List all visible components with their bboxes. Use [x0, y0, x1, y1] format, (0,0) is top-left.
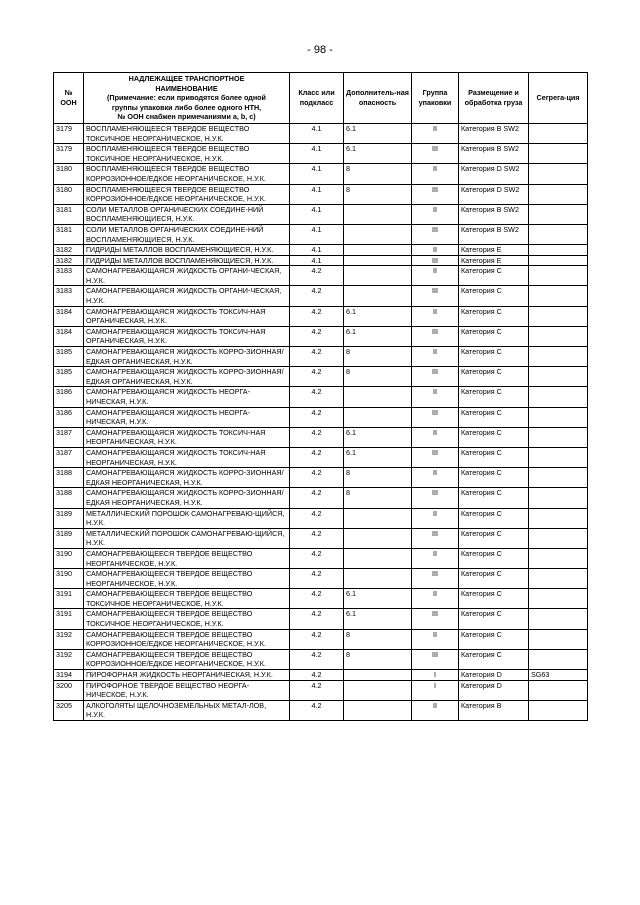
- header-name-line-2: НАИМЕНОВАНИЕ: [155, 83, 218, 93]
- cell-shipping-name: ГИДРИДЫ МЕТАЛЛОВ ВОСПЛАМЕНЯЮЩИЕСЯ, Н.У.К.: [84, 255, 290, 266]
- cell-packing-group: II: [412, 266, 459, 286]
- cell-un-number: 3184: [54, 326, 84, 346]
- cell-shipping-name: ПИРОФОРНАЯ ЖИДКОСТЬ НЕОРГАНИЧЕСКАЯ, Н.У.К.: [84, 670, 290, 681]
- cell-segregation: [529, 427, 588, 447]
- cell-shipping-name: САМОНАГРЕВАЮЩАЯСЯ ЖИДКОСТЬ КОРРО-ЗИОННАЯ/ЕДКАЯ НЕОРГАНИЧЕСКАЯ, Н.У.К.: [84, 468, 290, 488]
- cell-shipping-name: САМОНАГРЕВАЮЩАЯСЯ ЖИДКОСТЬ ТОКСИЧ-НАЯ ОРГАНИЧЕСКАЯ, Н.У.К.: [84, 326, 290, 346]
- cell-un-number: 3180: [54, 184, 84, 204]
- cell-segregation: [529, 347, 588, 367]
- cell-packing-group: II: [412, 508, 459, 528]
- header-name-line-4: группы упаковки либо более одного НТН,: [111, 102, 262, 112]
- cell-stowage: Категория C: [459, 508, 529, 528]
- cell-class: 4.2: [290, 589, 344, 609]
- header-class: Класс или подкласс: [290, 73, 344, 124]
- cell-shipping-name: САМОНАГРЕВАЮЩАЯСЯ ЖИДКОСТЬ ТОКСИЧ-НАЯ НЕОРГАНИЧЕСКАЯ, Н.У.К.: [84, 427, 290, 447]
- cell-class: 4.2: [290, 488, 344, 508]
- cell-segregation: [529, 680, 588, 700]
- cell-packing-group: II: [412, 306, 459, 326]
- cell-subsidiary-risk: 6.1: [344, 609, 412, 629]
- table-row: [54, 569, 588, 589]
- cell-stowage: Категория C: [459, 326, 529, 346]
- header-stowage: Размещение и обработка груза: [459, 73, 529, 124]
- cell-subsidiary-risk: [344, 508, 412, 528]
- table-row: [54, 508, 588, 528]
- cell-packing-group: II: [412, 427, 459, 447]
- cell-un-number: 3182: [54, 255, 84, 266]
- cell-shipping-name: ПИРОФОРНОЕ ТВЕРДОЕ ВЕЩЕСТВО НЕОРГА-НИЧЕСКОЕ, Н.У.К.: [84, 680, 290, 700]
- table-row: [54, 548, 588, 568]
- cell-class: 4.2: [290, 649, 344, 669]
- table-row: [54, 387, 588, 407]
- cell-un-number: 3187: [54, 447, 84, 467]
- cell-subsidiary-risk: 8: [344, 468, 412, 488]
- cell-un-number: 3183: [54, 286, 84, 306]
- table-row: [54, 144, 588, 164]
- cell-class: 4.2: [290, 609, 344, 629]
- cell-subsidiary-risk: [344, 387, 412, 407]
- cell-stowage: Категория C: [459, 569, 529, 589]
- cell-stowage: Категория C: [459, 387, 529, 407]
- cell-un-number: 3191: [54, 609, 84, 629]
- cell-subsidiary-risk: [344, 224, 412, 244]
- cell-subsidiary-risk: 6.1: [344, 123, 412, 143]
- cell-segregation: [529, 609, 588, 629]
- cell-stowage: Категория C: [459, 649, 529, 669]
- cell-un-number: 3179: [54, 144, 84, 164]
- cell-segregation: [529, 508, 588, 528]
- cell-class: 4.2: [290, 508, 344, 528]
- table-row: [54, 488, 588, 508]
- cell-class: 4.1: [290, 144, 344, 164]
- header-un-number: № ООН: [54, 73, 84, 124]
- cell-segregation: [529, 326, 588, 346]
- table-row: [54, 407, 588, 427]
- cell-packing-group: III: [412, 569, 459, 589]
- cell-class: 4.2: [290, 266, 344, 286]
- cell-un-number: 3183: [54, 266, 84, 286]
- table-row: [54, 589, 588, 609]
- cell-packing-group: II: [412, 245, 459, 256]
- cell-class: 4.2: [290, 569, 344, 589]
- cell-un-number: 3181: [54, 204, 84, 224]
- header-name-line-3: (Примечание: если приводятся более одной: [107, 93, 266, 103]
- cell-un-number: 3190: [54, 569, 84, 589]
- table-row: [54, 367, 588, 387]
- cell-shipping-name: САМОНАГРЕВАЮЩЕЕСЯ ТВЕРДОЕ ВЕЩЕСТВО ТОКСИЧНОЕ НЕОРГАНИЧЕСКОЕ, Н.У.К.: [84, 589, 290, 609]
- cell-stowage: Категория C: [459, 306, 529, 326]
- cell-stowage: Категория B SW2: [459, 123, 529, 143]
- cell-stowage: Категория C: [459, 629, 529, 649]
- cell-subsidiary-risk: 8: [344, 367, 412, 387]
- cell-un-number: 3194: [54, 670, 84, 681]
- table-row: [54, 123, 588, 143]
- cell-subsidiary-risk: [344, 204, 412, 224]
- cell-un-number: 3185: [54, 347, 84, 367]
- cell-stowage: Категория C: [459, 427, 529, 447]
- cell-shipping-name: МЕТАЛЛИЧЕСКИЙ ПОРОШОК САМОНАГРЕВАЮ-ЩИЙСЯ, Н.У.К.: [84, 508, 290, 528]
- cell-packing-group: II: [412, 629, 459, 649]
- cell-shipping-name: САМОНАГРЕВАЮЩЕЕСЯ ТВЕРДОЕ ВЕЩЕСТВО НЕОРГАНИЧЕСКОЕ, Н.У.К.: [84, 548, 290, 568]
- cell-subsidiary-risk: [344, 548, 412, 568]
- cell-un-number: 3186: [54, 387, 84, 407]
- cell-packing-group: II: [412, 123, 459, 143]
- cell-subsidiary-risk: 6.1: [344, 144, 412, 164]
- cell-un-number: 3192: [54, 629, 84, 649]
- cell-un-number: 3179: [54, 123, 84, 143]
- cell-segregation: [529, 204, 588, 224]
- cell-subsidiary-risk: [344, 407, 412, 427]
- cell-subsidiary-risk: 8: [344, 164, 412, 184]
- cell-class: 4.2: [290, 629, 344, 649]
- cell-subsidiary-risk: 8: [344, 629, 412, 649]
- cell-un-number: 3200: [54, 680, 84, 700]
- cell-stowage: Категория D SW2: [459, 184, 529, 204]
- cell-un-number: 3181: [54, 224, 84, 244]
- cell-segregation: [529, 447, 588, 467]
- cell-packing-group: III: [412, 528, 459, 548]
- cell-subsidiary-risk: [344, 528, 412, 548]
- cell-segregation: [529, 245, 588, 256]
- cell-segregation: [529, 184, 588, 204]
- cell-stowage: Категория C: [459, 609, 529, 629]
- cell-segregation: [529, 123, 588, 143]
- cell-class: 4.2: [290, 427, 344, 447]
- cell-subsidiary-risk: 6.1: [344, 447, 412, 467]
- cell-packing-group: I: [412, 680, 459, 700]
- cell-class: 4.2: [290, 548, 344, 568]
- cell-stowage: Категория C: [459, 528, 529, 548]
- cell-shipping-name: ВОСПЛАМЕНЯЮЩЕЕСЯ ТВЕРДОЕ ВЕЩЕСТВО ТОКСИЧНОЕ НЕОРГАНИЧЕСКОЕ, Н.У.К.: [84, 144, 290, 164]
- cell-subsidiary-risk: 6.1: [344, 306, 412, 326]
- cell-packing-group: III: [412, 447, 459, 467]
- cell-stowage: Категория D: [459, 680, 529, 700]
- cell-shipping-name: САМОНАГРЕВАЮЩАЯСЯ ЖИДКОСТЬ КОРРО-ЗИОННАЯ/ЕДКАЯ ОРГАНИЧЕСКАЯ, Н.У.К.: [84, 367, 290, 387]
- table-row: [54, 427, 588, 447]
- cell-stowage: Категория B SW2: [459, 224, 529, 244]
- cell-class: 4.1: [290, 123, 344, 143]
- cell-shipping-name: САМОНАГРЕВАЮЩАЯСЯ ЖИДКОСТЬ КОРРО-ЗИОННАЯ/ЕДКАЯ НЕОРГАНИЧЕСКАЯ, Н.У.К.: [84, 488, 290, 508]
- cell-class: 4.2: [290, 367, 344, 387]
- header-name-line-5: № ООН снабжен примечаниями a, b, c): [117, 112, 256, 122]
- table-row: [54, 245, 588, 256]
- cell-shipping-name: САМОНАГРЕВАЮЩАЯСЯ ЖИДКОСТЬ НЕОРГА-НИЧЕСКАЯ, Н.У.К.: [84, 387, 290, 407]
- table-header-row: [54, 73, 588, 124]
- cell-segregation: [529, 387, 588, 407]
- cell-segregation: [529, 629, 588, 649]
- cell-shipping-name: САМОНАГРЕВАЮЩАЯСЯ ЖИДКОСТЬ ТОКСИЧ-НАЯ НЕОРГАНИЧЕСКАЯ, Н.У.К.: [84, 447, 290, 467]
- cell-un-number: 3187: [54, 427, 84, 447]
- cell-packing-group: III: [412, 286, 459, 306]
- cell-stowage: Категория C: [459, 266, 529, 286]
- cell-un-number: 3188: [54, 488, 84, 508]
- table-row: [54, 326, 588, 346]
- cell-class: 4.1: [290, 164, 344, 184]
- cell-stowage: Категория B SW2: [459, 204, 529, 224]
- cell-subsidiary-risk: 8: [344, 184, 412, 204]
- cell-shipping-name: САМОНАГРЕВАЮЩАЯСЯ ЖИДКОСТЬ КОРРО-ЗИОННАЯ/ЕДКАЯ ОРГАНИЧЕСКАЯ, Н.У.К.: [84, 347, 290, 367]
- cell-un-number: 3185: [54, 367, 84, 387]
- table-row: [54, 255, 588, 266]
- dangerous-goods-table: [53, 72, 588, 721]
- cell-class: 4.1: [290, 245, 344, 256]
- cell-class: 4.2: [290, 700, 344, 720]
- cell-packing-group: III: [412, 144, 459, 164]
- table-row: [54, 700, 588, 720]
- cell-stowage: Категория B SW2: [459, 144, 529, 164]
- cell-shipping-name: СОЛИ МЕТАЛЛОВ ОРГАНИЧЕСКИХ СОЕДИНЕ-НИЙ ВОСПЛАМЕНЯЮЩИЕСЯ, Н.У.К.: [84, 224, 290, 244]
- cell-un-number: 3189: [54, 508, 84, 528]
- cell-shipping-name: МЕТАЛЛИЧЕСКИЙ ПОРОШОК САМОНАГРЕВАЮ-ЩИЙСЯ, Н.У.К.: [84, 528, 290, 548]
- cell-stowage: Категория B: [459, 700, 529, 720]
- cell-shipping-name: САМОНАГРЕВАЮЩАЯСЯ ЖИДКОСТЬ ОРГАНИ-ЧЕСКАЯ, Н.У.К.: [84, 286, 290, 306]
- cell-segregation: [529, 266, 588, 286]
- cell-stowage: Категория C: [459, 367, 529, 387]
- cell-stowage: Категория E: [459, 255, 529, 266]
- cell-class: 4.2: [290, 468, 344, 488]
- cell-shipping-name: САМОНАГРЕВАЮЩЕЕСЯ ТВЕРДОЕ ВЕЩЕСТВО НЕОРГАНИЧЕСКОЕ, Н.У.К.: [84, 569, 290, 589]
- table-row: [54, 347, 588, 367]
- cell-class: 4.2: [290, 447, 344, 467]
- cell-un-number: 3188: [54, 468, 84, 488]
- cell-segregation: [529, 569, 588, 589]
- cell-shipping-name: САМОНАГРЕВАЮЩЕЕСЯ ТВЕРДОЕ ВЕЩЕСТВО КОРРОЗИОННОЕ/ЕДКОЕ НЕОРГАНИЧЕСКОЕ, Н.У.К.: [84, 649, 290, 669]
- cell-packing-group: II: [412, 548, 459, 568]
- cell-stowage: Категория C: [459, 589, 529, 609]
- cell-un-number: 3180: [54, 164, 84, 184]
- table-row: [54, 609, 588, 629]
- cell-segregation: [529, 488, 588, 508]
- cell-shipping-name: САМОНАГРЕВАЮЩАЯСЯ ЖИДКОСТЬ ОРГАНИ-ЧЕСКАЯ, Н.У.К.: [84, 266, 290, 286]
- cell-packing-group: II: [412, 468, 459, 488]
- cell-packing-group: III: [412, 609, 459, 629]
- cell-packing-group: III: [412, 407, 459, 427]
- cell-packing-group: II: [412, 589, 459, 609]
- cell-stowage: Категория C: [459, 347, 529, 367]
- cell-stowage: Категория C: [459, 468, 529, 488]
- cell-stowage: Категория C: [459, 286, 529, 306]
- cell-subsidiary-risk: [344, 266, 412, 286]
- table-body: [54, 123, 588, 720]
- cell-shipping-name: САМОНАГРЕВАЮЩЕЕСЯ ТВЕРДОЕ ВЕЩЕСТВО КОРРОЗИОННОЕ/ЕДКОЕ НЕОРГАНИЧЕСКОЕ, Н.У.К.: [84, 629, 290, 649]
- page-number: - 98 -: [307, 44, 333, 56]
- cell-subsidiary-risk: 6.1: [344, 326, 412, 346]
- header-segregation: Сегрега-ция: [529, 73, 588, 124]
- cell-stowage: Категория C: [459, 488, 529, 508]
- table-row: [54, 184, 588, 204]
- cell-segregation: [529, 144, 588, 164]
- table-row: [54, 306, 588, 326]
- table-row: [54, 680, 588, 700]
- table-row: [54, 649, 588, 669]
- cell-subsidiary-risk: 8: [344, 347, 412, 367]
- cell-packing-group: III: [412, 649, 459, 669]
- cell-un-number: 3190: [54, 548, 84, 568]
- cell-subsidiary-risk: [344, 255, 412, 266]
- cell-subsidiary-risk: 6.1: [344, 427, 412, 447]
- cell-packing-group: III: [412, 255, 459, 266]
- cell-packing-group: III: [412, 326, 459, 346]
- cell-segregation: [529, 367, 588, 387]
- cell-segregation: SG63: [529, 670, 588, 681]
- cell-segregation: [529, 528, 588, 548]
- cell-subsidiary-risk: 8: [344, 488, 412, 508]
- table-row: [54, 164, 588, 184]
- cell-un-number: 3182: [54, 245, 84, 256]
- cell-segregation: [529, 164, 588, 184]
- cell-class: 4.2: [290, 306, 344, 326]
- cell-class: 4.2: [290, 680, 344, 700]
- cell-packing-group: II: [412, 204, 459, 224]
- cell-un-number: 3205: [54, 700, 84, 720]
- header-packing-group: Группа упаковки: [412, 73, 459, 124]
- table-row: [54, 204, 588, 224]
- cell-subsidiary-risk: [344, 245, 412, 256]
- cell-segregation: [529, 306, 588, 326]
- cell-shipping-name: САМОНАГРЕВАЮЩЕЕСЯ ТВЕРДОЕ ВЕЩЕСТВО ТОКСИЧНОЕ НЕОРГАНИЧЕСКОЕ, Н.У.К.: [84, 609, 290, 629]
- cell-class: 4.2: [290, 286, 344, 306]
- cell-shipping-name: АЛКОГОЛЯТЫ ЩЕЛОЧНОЗЕМЕЛЬНЫХ МЕТАЛ-ЛОВ, Н.У.К.: [84, 700, 290, 720]
- cell-shipping-name: САМОНАГРЕВАЮЩАЯСЯ ЖИДКОСТЬ ТОКСИЧ-НАЯ ОРГАНИЧЕСКАЯ, Н.У.К.: [84, 306, 290, 326]
- cell-packing-group: III: [412, 488, 459, 508]
- cell-un-number: 3191: [54, 589, 84, 609]
- cell-un-number: 3184: [54, 306, 84, 326]
- cell-subsidiary-risk: 6.1: [344, 589, 412, 609]
- cell-stowage: Категория C: [459, 447, 529, 467]
- cell-un-number: 3192: [54, 649, 84, 669]
- cell-shipping-name: САМОНАГРЕВАЮЩАЯСЯ ЖИДКОСТЬ НЕОРГА-НИЧЕСКАЯ, Н.У.К.: [84, 407, 290, 427]
- cell-un-number: 3186: [54, 407, 84, 427]
- cell-stowage: Категория C: [459, 407, 529, 427]
- cell-shipping-name: ГИДРИДЫ МЕТАЛЛОВ ВОСПЛАМЕНЯЮЩИЕСЯ, Н.У.К.: [84, 245, 290, 256]
- cell-shipping-name: ВОСПЛАМЕНЯЮЩЕЕСЯ ТВЕРДОЕ ВЕЩЕСТВО КОРРОЗИОННОЕ/ЕДКОЕ НЕОРГАНИЧЕСКОЕ, Н.У.К.: [84, 164, 290, 184]
- cell-class: 4.2: [290, 670, 344, 681]
- cell-subsidiary-risk: [344, 670, 412, 681]
- cell-class: 4.1: [290, 224, 344, 244]
- cell-segregation: [529, 468, 588, 488]
- table-row: [54, 266, 588, 286]
- cell-shipping-name: ВОСПЛАМЕНЯЮЩЕЕСЯ ТВЕРДОЕ ВЕЩЕСТВО КОРРОЗИОННОЕ/ЕДКОЕ НЕОРГАНИЧЕСКОЕ, Н.У.К.: [84, 184, 290, 204]
- cell-stowage: Категория D SW2: [459, 164, 529, 184]
- table-row: [54, 447, 588, 467]
- cell-class: 4.2: [290, 387, 344, 407]
- cell-subsidiary-risk: [344, 700, 412, 720]
- table-row: [54, 224, 588, 244]
- cell-class: 4.2: [290, 407, 344, 427]
- header-proper-shipping-name: [84, 73, 290, 124]
- cell-subsidiary-risk: 8: [344, 649, 412, 669]
- cell-class: 4.2: [290, 326, 344, 346]
- table-row: [54, 528, 588, 548]
- table-row: [54, 629, 588, 649]
- cell-segregation: [529, 255, 588, 266]
- cell-class: 4.2: [290, 347, 344, 367]
- cell-class: 4.1: [290, 184, 344, 204]
- cell-stowage: Категория E: [459, 245, 529, 256]
- cell-subsidiary-risk: [344, 680, 412, 700]
- cell-shipping-name: СОЛИ МЕТАЛЛОВ ОРГАНИЧЕСКИХ СОЕДИНЕ-НИЙ ВОСПЛАМЕНЯЮЩИЕСЯ, Н.У.К.: [84, 204, 290, 224]
- cell-stowage: Категория C: [459, 548, 529, 568]
- cell-packing-group: I: [412, 670, 459, 681]
- cell-segregation: [529, 286, 588, 306]
- cell-stowage: Категория D: [459, 670, 529, 681]
- cell-segregation: [529, 548, 588, 568]
- cell-un-number: 3189: [54, 528, 84, 548]
- cell-packing-group: III: [412, 367, 459, 387]
- cell-class: 4.1: [290, 204, 344, 224]
- cell-shipping-name: ВОСПЛАМЕНЯЮЩЕЕСЯ ТВЕРДОЕ ВЕЩЕСТВО ТОКСИЧНОЕ НЕОРГАНИЧЕСКОЕ, Н.У.К.: [84, 123, 290, 143]
- cell-packing-group: III: [412, 224, 459, 244]
- header-name-line-1: НАДЛЕЖАЩЕЕ ТРАНСПОРТНОЕ: [128, 74, 245, 83]
- cell-packing-group: II: [412, 700, 459, 720]
- cell-packing-group: II: [412, 164, 459, 184]
- table-row: [54, 286, 588, 306]
- header-subsidiary-risk: Дополнитель-ная опасность: [344, 73, 412, 124]
- cell-segregation: [529, 700, 588, 720]
- cell-packing-group: III: [412, 184, 459, 204]
- cell-segregation: [529, 589, 588, 609]
- cell-subsidiary-risk: [344, 286, 412, 306]
- cell-segregation: [529, 649, 588, 669]
- cell-class: 4.1: [290, 255, 344, 266]
- cell-class: 4.2: [290, 528, 344, 548]
- cell-subsidiary-risk: [344, 569, 412, 589]
- table-row: [54, 670, 588, 681]
- cell-segregation: [529, 407, 588, 427]
- table-row: [54, 468, 588, 488]
- cell-packing-group: II: [412, 347, 459, 367]
- cell-packing-group: II: [412, 387, 459, 407]
- cell-segregation: [529, 224, 588, 244]
